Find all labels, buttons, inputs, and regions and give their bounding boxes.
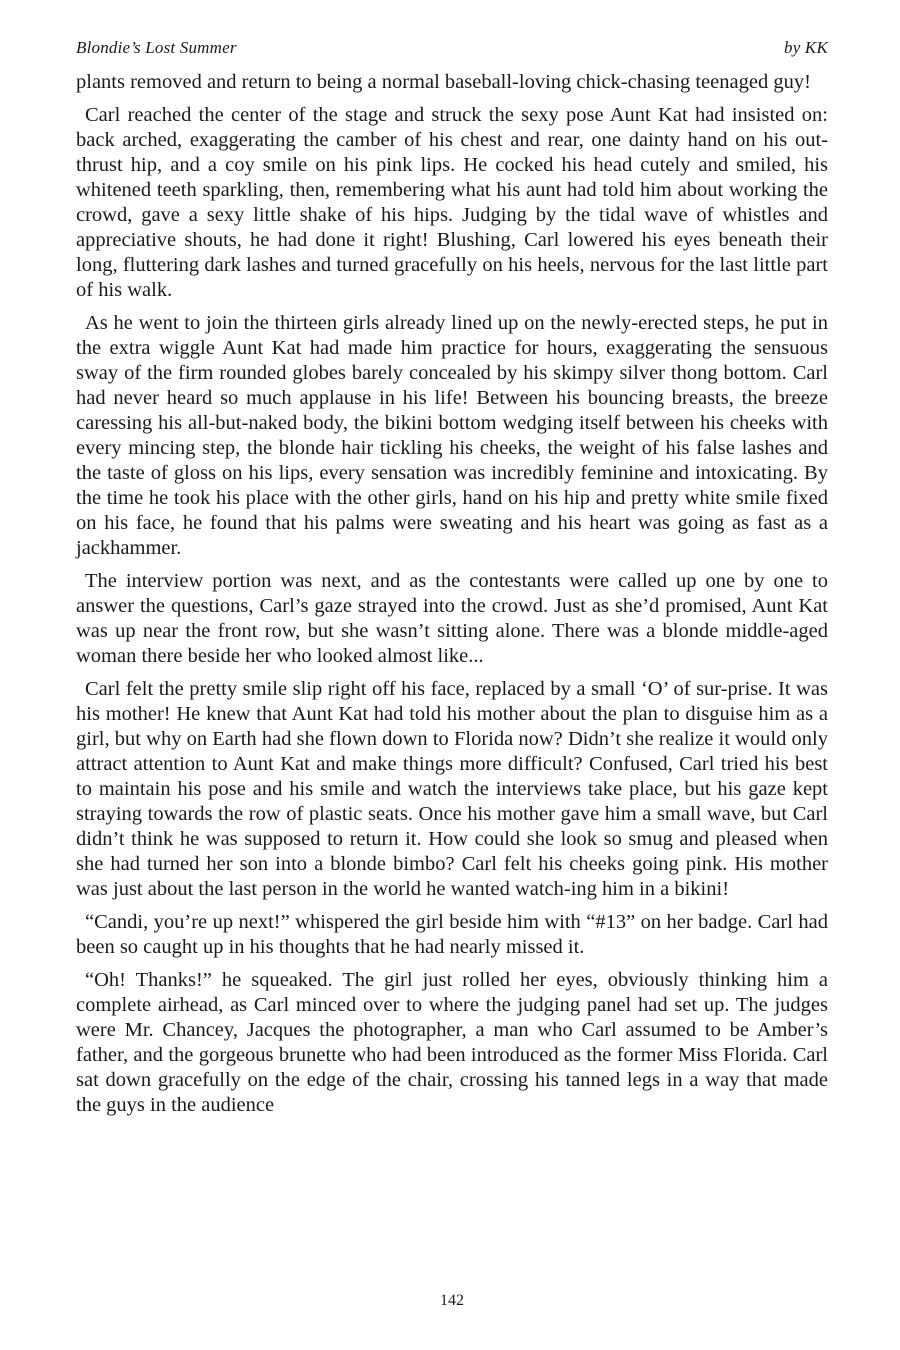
paragraph: Carl felt the pretty smile slip right off his face, replaced by a small ‘O’ of sur-prise. It was his mother! He knew that Aunt Kat had told his mother about the plan to disguise him as a girl, but why on Earth had she flown down to Florida now? Didn’t she realize it would only attract attention to Aunt Kat and make things more difficult? Confused, Carl tried his best to maintain his pose and his smile and watch the interviews take place, but his gaze kept straying towards the row of plastic seats. Once his mother gave him a small wave, but Carl didn’t think he was supposed to return it. How could she look so smug and pleased when she had turned her son into a blonde bimbo? Carl felt his cheeks going pink. His mother was just about the last person in the world he wanted watch-ing him in a bikini! (76, 678, 828, 900)
paragraph-continued: plants removed and return to being a normal baseball-loving chick-chasing teenaged guy! (76, 71, 811, 93)
paragraph: “Oh! Thanks!” he squeaked. The girl just rolled her eyes, obviously thinking him a complete airhead, as Carl minced over to where the judging panel had set up. The judges were Mr. Chancey, Jacques the photographer, a man who Carl assumed to be Amber’s father, and the gorgeous brunette who had been introduced as the former Miss Florida. Carl sat down gracefully on the edge of the chair, crossing his tanned legs in a way that made the guys in the audience (76, 969, 828, 1116)
paragraph: As he went to join the thirteen girls already lined up on the newly-erected steps, he put in the extra wiggle Aunt Kat had made him practice for hours, exaggerating the sensuous sway of the firm rounded globes barely concealed by his skimpy silver thong bottom. Carl had never heard so much applause in his life! Between his bouncing breasts, the breeze caressing his all-but-naked body, the bikini bottom wedging itself between his cheeks with every mincing step, the blonde hair tickling his cheeks, the weight of his false lashes and the taste of gloss on his lips, every sensation was incredibly feminine and intoxicating. By the time he took his place with the other girls, hand on his hip and pretty white smile fixed on his face, he found that his palms were sweating and his heart was going as fast as a jackhammer. (76, 312, 828, 559)
running-header (76, 38, 828, 58)
paragraph: The interview portion was next, and as the contestants were called up one by one to answer the questions, Carl’s gaze strayed into the crowd. Just as she’d promised, Aunt Kat was up near the front row, but she wasn’t sitting alone. There was a blonde middle-aged woman there beside her who looked almost like... (76, 570, 828, 667)
body-text (76, 70, 828, 1126)
paragraph: “Candi, you’re up next!” whispered the girl beside him with “#13” on her badge. Carl had been so caught up in his thoughts that he had nearly missed it. (76, 911, 828, 958)
paragraph: Carl reached the center of the stage and struck the sexy pose Aunt Kat had insisted on: back arched, exaggerating the camber of his chest and rear, one dainty hand on his out-thrust hip, and a coy smile on his pink lips. He cocked his head cutely and smiled, his whitened teeth sparkling, then, remembering what his aunt had told him about working the crowd, gave a sexy little shake of his hips. Judging by the tidal wave of whistles and appreciative shouts, he had done it right! Blushing, Carl lowered his eyes beneath their long, fluttering dark lashes and turned gracefully on his heels, nervous for the last little part of his walk. (76, 104, 828, 301)
author-credit: by KK (784, 38, 828, 57)
book-title: Blondie’s Lost Summer (76, 38, 237, 57)
page-number: 142 (440, 1292, 464, 1309)
book-page (76, 0, 828, 1350)
